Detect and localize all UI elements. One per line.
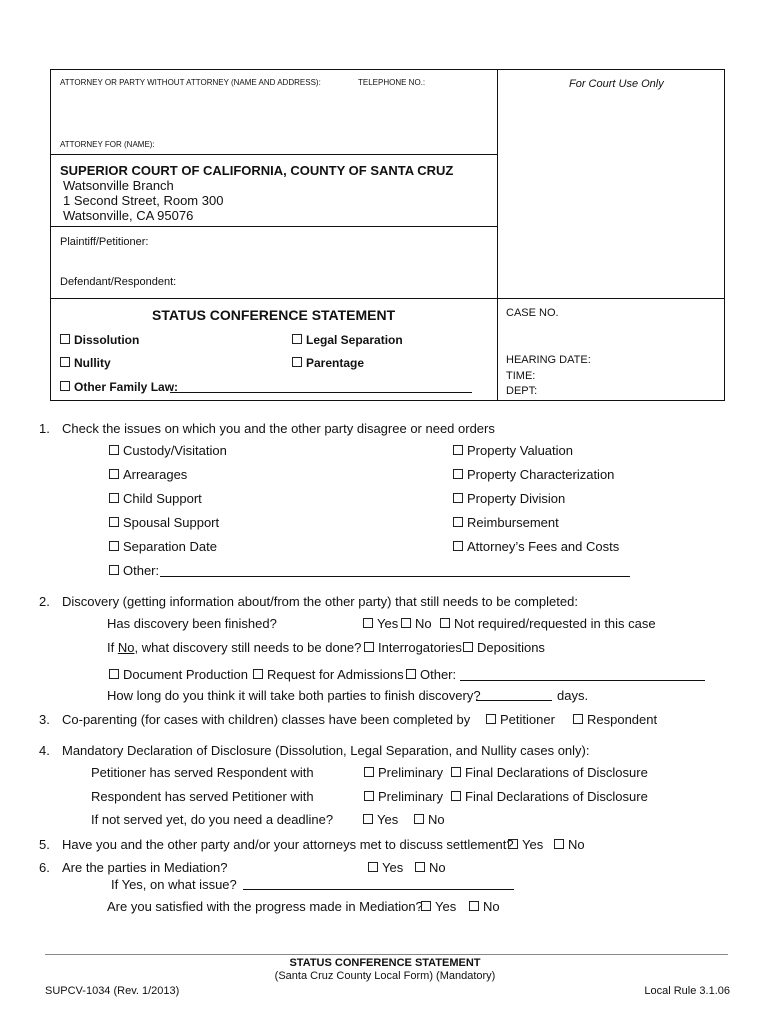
parentage-checkbox[interactable]: Parentage — [292, 356, 364, 370]
legal-separation-checkbox[interactable]: Legal Separation — [292, 333, 403, 347]
discovery-not-required-checkbox[interactable]: Not required/requested in this case — [440, 616, 656, 631]
issue-arrearages-checkbox[interactable]: Arrearages — [109, 467, 187, 482]
issue-other-checkbox[interactable]: Other: — [109, 563, 159, 578]
form-title: STATUS CONFERENCE STATEMENT — [152, 307, 396, 323]
issue-reimbursement-checkbox[interactable]: Reimbursement — [453, 515, 559, 530]
pet-final-checkbox[interactable]: Final Declarations of Disclosure — [451, 765, 648, 780]
request-admissions-checkbox[interactable]: Request for Admissions — [253, 667, 404, 682]
resp-preliminary-checkbox[interactable]: Preliminary — [364, 789, 443, 804]
interrogatories-checkbox[interactable]: Interrogatories — [364, 640, 462, 655]
footer-title: STATUS CONFERENCE STATEMENT — [289, 957, 481, 969]
discovery-remaining-label: If No, what discovery still needs to be done? — [107, 640, 362, 655]
court-address-3: Watsonville, CA 95076 — [63, 208, 194, 223]
deadline-yes-checkbox[interactable]: Yes — [363, 812, 398, 827]
depositions-checkbox[interactable]: Depositions — [463, 640, 545, 655]
q2-text: Discovery (getting information about/from the other party) that still needs to be completed: — [62, 594, 578, 609]
issue-spousal-support-checkbox[interactable]: Spousal Support — [109, 515, 219, 530]
mediation-no-checkbox[interactable]: No — [415, 860, 446, 875]
caption-box — [50, 69, 725, 401]
other-family-law-line[interactable] — [170, 392, 472, 393]
issue-child-support-checkbox[interactable]: Child Support — [109, 491, 202, 506]
footer-subtitle: (Santa Cruz County Local Form) (Mandatory) — [274, 970, 496, 982]
q1-text: Check the issues on which you and the other party disagree or need orders — [62, 421, 495, 436]
discovery-other-line[interactable] — [460, 680, 705, 681]
hearing-date-label: HEARING DATE: — [506, 354, 591, 366]
case-no-label: CASE NO. — [506, 307, 559, 319]
q4-number: 4. — [39, 743, 50, 758]
footer-rule — [45, 954, 728, 955]
mediation-issue-line[interactable] — [243, 889, 514, 890]
discovery-no-checkbox[interactable]: No — [401, 616, 432, 631]
discovery-duration-label: How long do you think it will take both parties to finish discovery? — [107, 688, 481, 703]
issue-separation-date-checkbox[interactable]: Separation Date — [109, 539, 217, 554]
caption-divider-vertical — [497, 69, 498, 401]
q5-text: Have you and the other party and/or your attorneys met to discuss settlement? — [62, 837, 514, 852]
q5-number: 5. — [39, 837, 50, 852]
caption-divider-3 — [50, 298, 725, 299]
q4-text: Mandatory Declaration of Disclosure (Dissolution, Legal Separation, and Nullity cases only): — [62, 743, 590, 758]
days-label: days. — [557, 688, 589, 703]
time-label: TIME: — [506, 370, 536, 382]
deadline-no-checkbox[interactable]: No — [414, 812, 445, 827]
dissolution-checkbox[interactable]: Dissolution — [60, 333, 139, 347]
caption-divider-2 — [50, 226, 498, 227]
other-family-law-checkbox[interactable]: Other Family Law: — [60, 380, 178, 394]
document-production-checkbox[interactable]: Document Production — [109, 667, 248, 682]
issue-property-valuation-checkbox[interactable]: Property Valuation — [453, 443, 573, 458]
q3-text: Co-parenting (for cases with children) classes have been completed by — [62, 712, 471, 727]
satisfied-yes-checkbox[interactable]: Yes — [421, 899, 456, 914]
defendant-label: Defendant/Respondent: — [60, 276, 177, 288]
q6-text: Are the parties in Mediation? — [62, 860, 228, 875]
court-use-label: For Court Use Only — [569, 78, 664, 90]
q2-number: 2. — [39, 594, 50, 609]
court-name: SUPERIOR COURT OF CALIFORNIA, COUNTY OF SANTA CRUZ — [60, 163, 454, 178]
satisfied-no-checkbox[interactable]: No — [469, 899, 500, 914]
form-number: SUPCV-1034 (Rev. 1/2013) — [45, 985, 180, 997]
q1-number: 1. — [39, 421, 50, 436]
issue-other-line[interactable] — [160, 576, 630, 577]
mediation-issue-label: If Yes, on what issue? — [111, 877, 237, 892]
local-rule: Local Rule 3.1.06 — [644, 985, 730, 997]
issue-property-characterization-checkbox[interactable]: Property Characterization — [453, 467, 614, 482]
attorney-for-label: ATTORNEY FOR (NAME): — [60, 140, 155, 149]
coparenting-respondent-checkbox[interactable]: Respondent — [573, 712, 657, 727]
pet-preliminary-checkbox[interactable]: Preliminary — [364, 765, 443, 780]
telephone-label: TELEPHONE NO.: — [358, 78, 426, 87]
plaintiff-label: Plaintiff/Petitioner: — [60, 236, 149, 248]
q3-number: 3. — [39, 712, 50, 727]
respondent-served-label: Respondent has served Petitioner with — [91, 789, 314, 804]
deadline-label: If not served yet, do you need a deadline? — [91, 812, 334, 827]
q6-number: 6. — [39, 860, 50, 875]
dept-label: DEPT: — [506, 385, 538, 397]
nullity-checkbox[interactable]: Nullity — [60, 356, 111, 370]
issue-property-division-checkbox[interactable]: Property Division — [453, 491, 565, 506]
discovery-yes-checkbox[interactable]: Yes — [363, 616, 398, 631]
discovery-finished-label: Has discovery been finished? — [107, 616, 277, 631]
court-address-1: Watsonville Branch — [63, 178, 174, 193]
issue-custody-checkbox[interactable]: Custody/Visitation — [109, 443, 227, 458]
settlement-no-checkbox[interactable]: No — [554, 837, 585, 852]
petitioner-served-label: Petitioner has served Respondent with — [91, 765, 314, 780]
caption-divider-1 — [50, 154, 498, 155]
court-address-2: 1 Second Street, Room 300 — [63, 193, 224, 208]
mediation-yes-checkbox[interactable]: Yes — [368, 860, 403, 875]
coparenting-petitioner-checkbox[interactable]: Petitioner — [486, 712, 555, 727]
issue-attorney-fees-checkbox[interactable]: Attorney’s Fees and Costs — [453, 539, 619, 554]
mediation-satisfied-label: Are you satisfied with the progress made in Mediation? — [107, 899, 423, 914]
settlement-yes-checkbox[interactable]: Yes — [508, 837, 543, 852]
discovery-other-checkbox[interactable]: Other: — [406, 667, 456, 682]
discovery-days-line[interactable] — [476, 700, 552, 701]
attorney-label: ATTORNEY OR PARTY WITHOUT ATTORNEY (NAME AND ADDRESS): — [60, 78, 321, 87]
resp-final-checkbox[interactable]: Final Declarations of Disclosure — [451, 789, 648, 804]
